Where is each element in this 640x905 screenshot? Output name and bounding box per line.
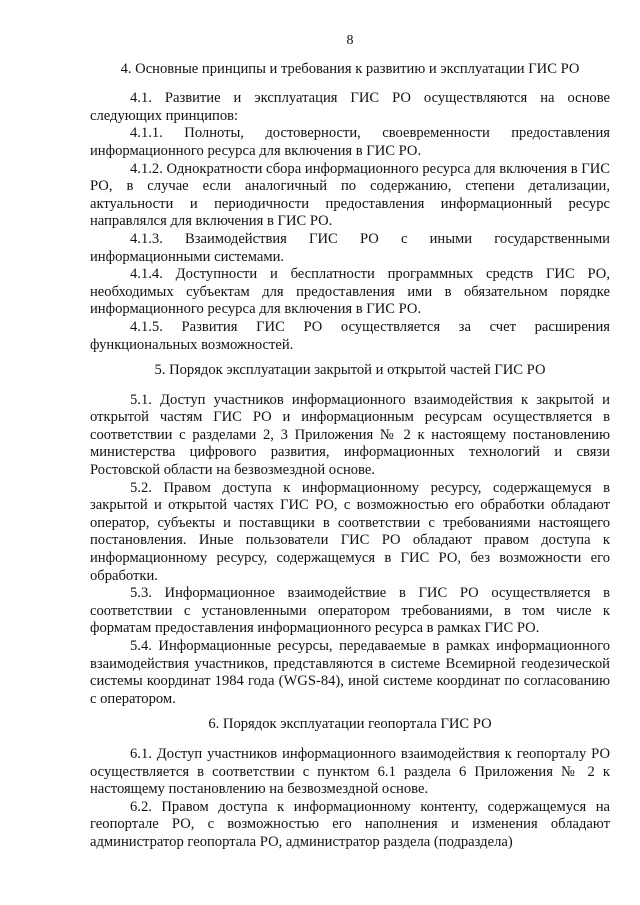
paragraph-4-1-3: 4.1.3. Взаимодействия ГИС РО с иными государственными информационными системами.: [90, 230, 610, 265]
section-5-heading: 5. Порядок эксплуатации закрытой и открытой частей ГИС РО: [154, 362, 546, 379]
section-4-heading: 4. Основные принципы и требования к развитию и эксплуатации ГИС РО: [120, 60, 580, 77]
paragraph-5-4: 5.4. Информационные ресурсы, передаваемые в рамках информационного взаимодействия участников, представляются в системе Всемирной геодезической системы координат 1984 года (WGS-84), иной системе координат по согласованию с оператором.: [90, 638, 610, 707]
paragraph-6-2: 6.2. Правом доступа к информационному контенту, содержащемуся на геопортале РО, с возможностью его наполнения и изменения обладают администратор геопортала РО, администратор раздела (подраздела): [90, 798, 610, 850]
paragraph-4-1-2: 4.1.2. Однократности сбора информационного ресурса для включения в ГИС РО, в случае если аналогичный по содержанию, степени детализации, актуальности и периодичности предоставления информационный ресурс направлялся для включения в ГИС РО.: [90, 160, 610, 230]
paragraph-4-1-4: 4.1.4. Доступности и бесплатности программных средств ГИС РО, необходимых субъектам для предоставления ими в обязательном порядке информационного ресурса для включения в ГИС РО.: [90, 266, 610, 318]
paragraph-4-1-1: 4.1.1. Полноты, достоверности, своевременности предоставления информационного ресурса для включения в ГИС РО.: [90, 125, 610, 159]
section-6-heading: 6. Порядок эксплуатации геопортала ГИС РО: [208, 716, 492, 733]
section-spacer: [90, 708, 610, 716]
paragraph-4-1-5: 4.1.5. Развития ГИС РО осуществляется за счет расширения функциональных возможностей.: [90, 318, 610, 353]
paragraph-5-3: 5.3. Информационное взаимодействие в ГИС РО осуществляется в соответствии с установленными оператором требованиями, в том числе к форматам предоставления информационного ресурса в рамках ГИС РО.: [90, 585, 610, 637]
section-spacer: [90, 354, 610, 362]
paragraph-4-1: 4.1. Развитие и эксплуатация ГИС РО осуществляются на основе следующих принципов:: [90, 90, 610, 124]
paragraph-5-1: 5.1. Доступ участников информационного взаимодействия к закрытой и открытой частям ГИС РО и информационным ресурсам осуществляется в соответствии с разделами 2, 3 Приложения № 2 к настоящему постановлению министерства цифрового развития, информационных технологий и связи Ростовской области на безвозмездной основе.: [90, 391, 610, 479]
paragraph-5-2: 5.2. Правом доступа к информационному ресурсу, содержащемуся в закрытой и открытой частях ГИС РО, с возможностью его обработки обладают оператор, субъекты и поставщики в соответствии с требованиями настоящего постановления. Иные пользователи ГИС РО обладают правом доступа к информационному ресурсу, содержащемуся в ГИС РО, без возможности его обработки.: [90, 479, 610, 584]
page-number: 8: [346, 33, 354, 48]
paragraph-6-1: 6.1. Доступ участников информационного взаимодействия к геопорталу РО осуществляется в соответствии с пунктом 6.1 раздела 6 Приложения № 2 к настоящему постановлению на безвозмездной основе.: [90, 745, 610, 798]
